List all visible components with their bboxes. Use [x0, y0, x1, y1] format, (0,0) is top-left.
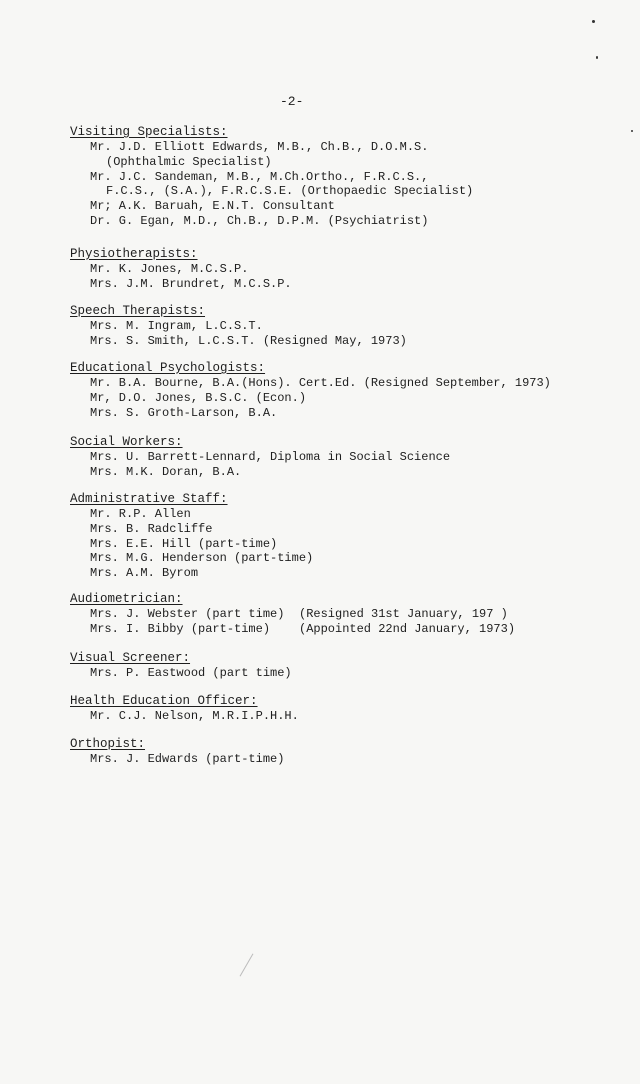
staff-entry: Mr. C.J. Nelson, M.R.I.P.H.H.: [90, 709, 299, 723]
staff-entry: [70, 622, 590, 637]
staff-entry: Mrs. J. Edwards (part-time): [90, 752, 285, 766]
section: [70, 303, 590, 349]
section: [70, 650, 590, 681]
staff-entry: Mr; A.K. Baruah, E.N.T. Consultant: [90, 199, 335, 214]
section: [70, 591, 590, 637]
section-heading: Educational Psychologists:: [70, 361, 266, 375]
staff-entry: Dr. G. Egan, M.D., Ch.B., D.P.M. (Psychiatrist): [90, 213, 429, 228]
scan-speck: [596, 56, 598, 59]
staff-entry: [70, 607, 590, 622]
staff-entry: F.C.S., (S.A.), F.R.C.S.E. (Orthopaedic Specialist): [106, 184, 474, 199]
staff-entry: Mr. J.D. Elliott Edwards, M.B., Ch.B., D.O.M.S.: [90, 140, 429, 154]
entry-list: [70, 507, 590, 581]
section: [70, 434, 590, 480]
scan-speck: [592, 20, 595, 23]
staff-entry: Mrs. M.K. Doran, B.A.: [90, 464, 242, 479]
section: [70, 491, 590, 581]
staff-entry: Mrs. J.M. Brundret, M.C.S.P.: [90, 276, 292, 291]
staff-entry: Mrs. P. Eastwood (part time): [90, 666, 292, 680]
section: [70, 736, 590, 767]
entry-list: [70, 140, 590, 229]
entry-list: [70, 376, 590, 420]
page-number: -2-: [280, 94, 304, 109]
staff-entry: Mrs. U. Barrett-Lennard, Diploma in Social Science: [90, 450, 451, 464]
section-heading: Orthopist:: [70, 737, 146, 751]
section: [70, 360, 590, 420]
staff-entry: Mrs. S. Smith, L.C.S.T. (Resigned May, 1973): [90, 333, 407, 348]
section-heading: Visual Screener:: [70, 651, 191, 665]
section-heading: Visiting Specialists:: [70, 125, 228, 139]
staff-entry: Mrs. E.E. Hill (part-time): [90, 536, 278, 551]
staff-name: Mrs. J. Webster (part time): [90, 607, 285, 621]
entry-list: [70, 666, 590, 681]
entry-list: [70, 450, 590, 480]
staff-entry: Mrs. M.G. Henderson (part-time): [90, 551, 314, 566]
staff-entry: Mr, D.O. Jones, B.S.C. (Econ.): [90, 390, 307, 405]
entry-list: [70, 607, 590, 637]
entry-list: [70, 262, 590, 292]
pencil-mark: [240, 953, 254, 976]
section: [70, 693, 590, 724]
section-heading: Audiometrician:: [70, 592, 183, 606]
entry-list: [70, 319, 590, 349]
staff-entry: Mrs. A.M. Byrom: [90, 566, 199, 581]
section-heading: Administrative Staff:: [70, 492, 228, 506]
staff-name: Mrs. I. Bibby (part-time): [90, 621, 271, 636]
entry-list: [70, 752, 590, 767]
staff-entry: Mr. R.P. Allen: [90, 507, 191, 521]
staff-note: (Appointed 22nd January, 1973): [299, 621, 516, 636]
section-heading: Social Workers:: [70, 435, 183, 449]
scan-speck: [631, 130, 633, 132]
section: [70, 246, 590, 292]
staff-entry: (Ophthalmic Specialist): [106, 154, 272, 169]
section-heading: Physiotherapists:: [70, 247, 198, 261]
staff-note: (Resigned 31st January, 197 ): [299, 607, 508, 621]
entry-list: [70, 709, 590, 724]
staff-entry: Mr. J.C. Sandeman, M.B., M.Ch.Ortho., F.R.C.S.,: [90, 169, 429, 184]
staff-entry: Mr. B.A. Bourne, B.A.(Hons). Cert.Ed. (Resigned September, 1973): [90, 376, 551, 390]
staff-entry: Mrs. M. Ingram, L.C.S.T.: [90, 319, 263, 333]
section-heading: Health Education Officer:: [70, 694, 258, 708]
staff-entry: Mrs. S. Groth-Larson, B.A.: [90, 405, 278, 420]
staff-entry: Mrs. B. Radcliffe: [90, 521, 213, 536]
staff-entry: Mr. K. Jones, M.C.S.P.: [90, 262, 249, 276]
section-heading: Speech Therapists:: [70, 304, 206, 318]
section: [70, 124, 590, 229]
